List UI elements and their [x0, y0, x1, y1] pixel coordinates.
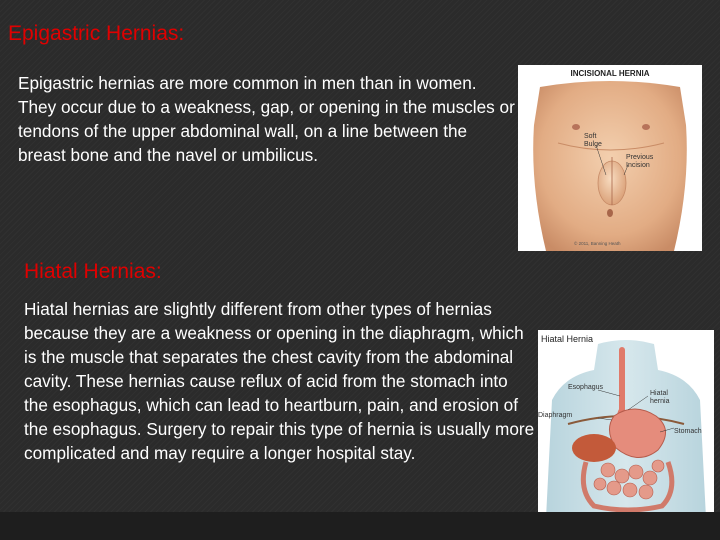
label-stomach: Stomach	[674, 428, 702, 435]
hiatal-hernia-illustration	[538, 330, 714, 518]
figure-title-incisional: INCISIONAL HERNIA	[570, 69, 650, 78]
incisional-hernia-illustration	[518, 65, 702, 251]
label-diaphragm: Diaphragm	[538, 412, 573, 419]
section-title-hiatal: Hiatal Hernias:	[24, 260, 162, 283]
section-body-hiatal: Hiatal hernias are slightly different from other types of hernias because they are a weakness or opening in the diaphragm, which is the muscle that separates the chest cavity from the abdominal cavity. These hernias cause reflux of acid from the stomach into the esophagus, which can lead to heartburn, pain, and erosion of the esophagus. Surgery to repair this type of hernia is usually more complicated and may require a longer hospital stay.	[24, 299, 535, 463]
label-soft-bulge: Soft Bulge	[584, 133, 602, 148]
label-hiatal-hernia: Hiatal hernia	[650, 390, 670, 405]
torso-illustration	[518, 65, 702, 251]
label-esophagus: Esophagus	[568, 384, 604, 391]
label-previous-incision: Previous Incision	[626, 154, 654, 169]
figure-title-hiatal: Hiatal Hernia	[541, 334, 594, 344]
section-title-epigastric: Epigastric Hernias:	[8, 22, 185, 45]
bottom-band	[0, 512, 720, 540]
section-body-epigastric: Epigastric hernias are more common in men than in women. They occur due to a weakness, gap, or opening in the muscles or tendons of the upper abdominal wall, on a line between the breast bone and the navel or umbilicus.	[18, 73, 515, 165]
digestive-illustration	[538, 330, 714, 518]
figure-credit: © 2011, Banning Heath	[574, 241, 621, 246]
